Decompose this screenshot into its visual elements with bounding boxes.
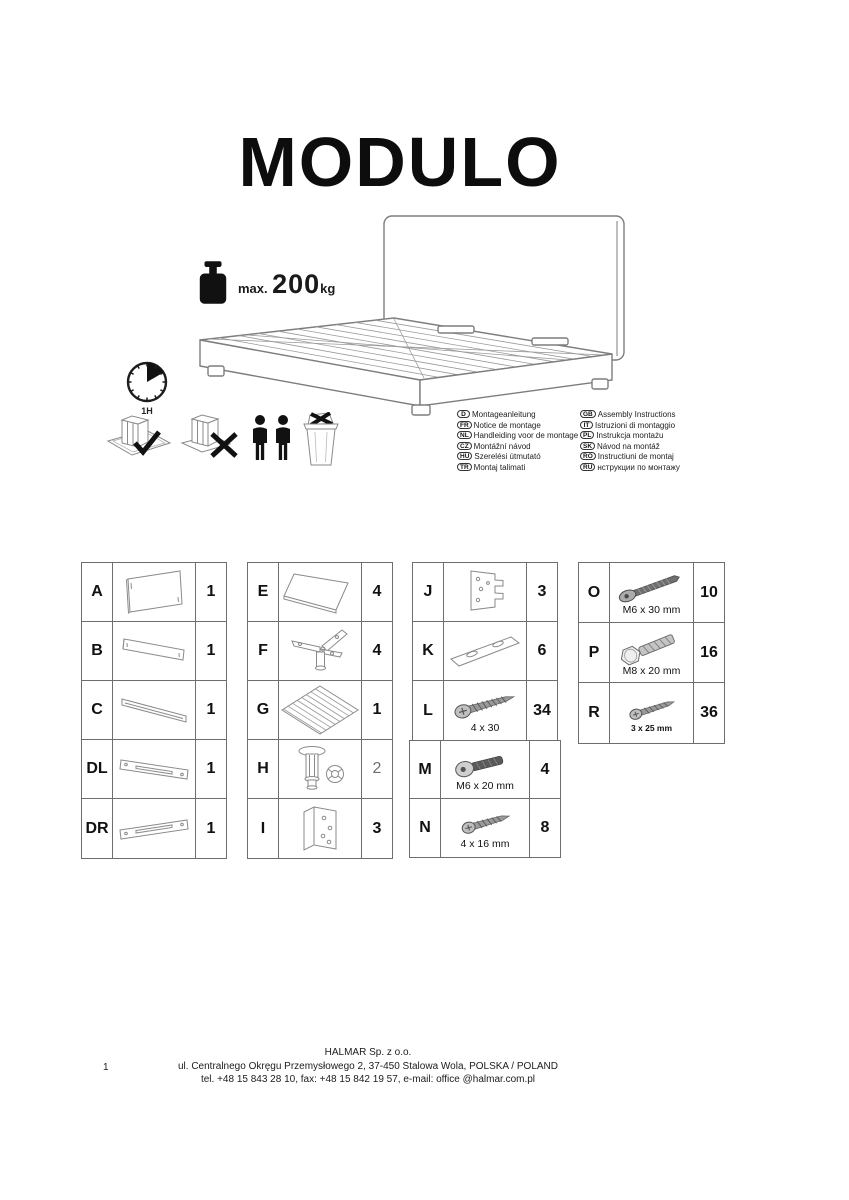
part-row-m bbox=[410, 741, 560, 799]
part-qty: 4 bbox=[372, 642, 382, 659]
part-qty: 1 bbox=[206, 701, 216, 718]
language-item: FR Notice de montage bbox=[457, 419, 577, 430]
part-row-f bbox=[248, 622, 392, 681]
part-label: H bbox=[248, 740, 279, 798]
part-qty: 36 bbox=[700, 704, 718, 721]
language-code-badge: HU bbox=[457, 452, 472, 460]
part-qty: 3 bbox=[537, 583, 547, 600]
assemble-on-hard-floor-no-icon bbox=[178, 410, 244, 464]
language-code-badge: SK bbox=[580, 442, 595, 450]
part-label: M bbox=[410, 741, 441, 798]
part-label: DL bbox=[82, 740, 113, 798]
part-label: F bbox=[248, 622, 279, 680]
clock-icon bbox=[124, 360, 170, 406]
language-code-badge: RU bbox=[580, 463, 595, 471]
part-l-image bbox=[444, 681, 527, 740]
part-size-caption: 4 x 16 mm bbox=[460, 837, 510, 850]
part-qty: 1 bbox=[206, 819, 216, 837]
language-item: GB Assembly Instructions bbox=[580, 408, 705, 419]
part-j-image bbox=[444, 563, 527, 621]
part-qty: 10 bbox=[700, 583, 718, 601]
bed-illustration bbox=[188, 210, 650, 418]
part-size-caption: M6 x 20 mm bbox=[456, 780, 514, 792]
part-row-k bbox=[413, 622, 557, 681]
language-list-left bbox=[457, 408, 577, 472]
language-code-badge: GB bbox=[580, 410, 596, 418]
part-row-n bbox=[410, 799, 560, 857]
part-qty: 1 bbox=[206, 583, 216, 600]
do-not-discard-icon bbox=[298, 412, 344, 466]
part-label: R bbox=[579, 683, 610, 743]
language-item: IT Istruzioni di montaggio bbox=[580, 419, 705, 430]
part-qty: 4 bbox=[372, 583, 382, 600]
language-code-badge: IT bbox=[580, 421, 593, 429]
part-i-image bbox=[279, 799, 362, 858]
part-qty: 1 bbox=[206, 760, 216, 777]
language-item: RU нструкции по монтажу bbox=[580, 461, 705, 472]
part-n-image bbox=[441, 799, 530, 857]
part-b-image bbox=[113, 622, 196, 680]
part-dr-image bbox=[113, 799, 196, 858]
language-code-badge: RO bbox=[580, 452, 596, 460]
part-g-image bbox=[279, 681, 362, 739]
part-size-caption: M6 x 30 mm bbox=[622, 604, 681, 616]
part-row-o bbox=[579, 563, 724, 623]
part-qty: 1 bbox=[372, 701, 382, 718]
part-label: E bbox=[248, 563, 279, 621]
part-o-image bbox=[610, 563, 694, 622]
part-label: O bbox=[579, 563, 610, 622]
part-qty: 4 bbox=[540, 760, 550, 778]
max-load-text bbox=[238, 269, 335, 306]
part-h-image bbox=[279, 740, 362, 798]
part-row-i bbox=[248, 799, 392, 858]
part-row-r bbox=[579, 683, 724, 743]
two-person-assembly-icon bbox=[250, 414, 294, 462]
footer bbox=[88, 1046, 648, 1087]
language-item: SK Návod na montáž bbox=[580, 440, 705, 451]
part-row-dl bbox=[82, 740, 226, 799]
part-label: A bbox=[82, 563, 113, 621]
part-row-p bbox=[579, 623, 724, 683]
part-label: P bbox=[579, 623, 610, 682]
page-title: MODULO bbox=[238, 123, 562, 201]
language-item: PL Instrukcja montażu bbox=[580, 429, 705, 440]
part-m-image bbox=[441, 741, 530, 798]
part-qty: 1 bbox=[206, 642, 216, 659]
page-number: 1 bbox=[103, 1062, 109, 1073]
part-row-l bbox=[413, 681, 557, 740]
parts-table-2 bbox=[247, 562, 393, 859]
footer-company: HALMAR Sp. z o.o. bbox=[324, 1047, 412, 1058]
language-item: HU Szerelési útmutató bbox=[457, 450, 577, 461]
part-row-g bbox=[248, 681, 392, 740]
part-label: B bbox=[82, 622, 113, 680]
part-row-c bbox=[82, 681, 226, 740]
max-load-unit: kg bbox=[320, 281, 336, 296]
language-code-badge: D bbox=[457, 410, 470, 418]
part-row-a bbox=[82, 563, 226, 622]
part-qty: 8 bbox=[540, 819, 550, 836]
part-label: DR bbox=[82, 799, 113, 858]
language-list-right bbox=[580, 408, 705, 472]
part-f-image bbox=[279, 622, 362, 680]
language-item: TR Montaj talimati bbox=[457, 461, 577, 472]
part-e-image bbox=[279, 563, 362, 621]
part-label: I bbox=[248, 799, 279, 858]
part-row-b bbox=[82, 622, 226, 681]
assembly-time-group bbox=[124, 360, 170, 416]
max-load-value: 200 bbox=[272, 269, 321, 299]
part-label: G bbox=[248, 681, 279, 739]
max-load-group bbox=[196, 260, 335, 306]
part-label: K bbox=[413, 622, 444, 680]
part-size-caption: M8 x 20 mm bbox=[622, 665, 681, 677]
part-row-dr bbox=[82, 799, 226, 858]
part-a-image bbox=[113, 563, 196, 621]
language-item: D Montageanleitung bbox=[457, 408, 577, 419]
language-item: NL Handleiding voor de montage bbox=[457, 429, 577, 440]
language-item: CZ Montážní návod bbox=[457, 440, 577, 451]
part-label: C bbox=[82, 681, 113, 739]
part-k-image bbox=[444, 622, 527, 680]
part-row-h bbox=[248, 740, 392, 799]
part-qty: 34 bbox=[533, 701, 551, 719]
part-label: N bbox=[410, 799, 441, 857]
part-label: J bbox=[413, 563, 444, 621]
part-c-image bbox=[113, 681, 196, 739]
parts-table-3b bbox=[409, 740, 561, 858]
part-label: L bbox=[413, 681, 444, 740]
part-size-caption: 4 x 30 bbox=[470, 722, 500, 734]
part-qty: 16 bbox=[700, 643, 718, 661]
bed-drawing-icon bbox=[188, 210, 650, 418]
footer-address: ul. Centralnego Okręgu Przemysłowego 2, 37-450 Stalowa Wola, POLSKA / POLAND bbox=[177, 1060, 558, 1072]
language-code-badge: FR bbox=[457, 421, 472, 429]
part-row-j bbox=[413, 563, 557, 622]
language-code-badge: PL bbox=[580, 431, 594, 439]
language-code-badge: TR bbox=[457, 463, 472, 471]
parts-table-4 bbox=[578, 562, 725, 744]
part-qty: 2 bbox=[372, 760, 382, 777]
part-p-image bbox=[610, 623, 694, 682]
weight-icon bbox=[196, 260, 230, 306]
parts-table-1 bbox=[81, 562, 227, 859]
part-row-e bbox=[248, 563, 392, 622]
language-code-badge: NL bbox=[457, 431, 472, 439]
assembly-time-label: 1H bbox=[141, 406, 153, 416]
language-item: RO Instructiuni de montaj bbox=[580, 450, 705, 461]
part-dl-image bbox=[113, 740, 196, 798]
assemble-on-carpet-ok-icon bbox=[106, 410, 174, 462]
part-size-caption: 3 x 25 mm bbox=[630, 722, 673, 733]
max-load-label: max. bbox=[238, 281, 268, 296]
parts-table-3 bbox=[412, 562, 558, 741]
part-r-image bbox=[610, 683, 694, 743]
language-code-badge: CZ bbox=[457, 442, 472, 450]
footer-contact: tel. +48 15 843 28 10, fax: +48 15 842 19 57, e-mail: office @halmar.com.pl bbox=[200, 1074, 536, 1085]
part-qty: 3 bbox=[372, 819, 382, 837]
part-qty: 6 bbox=[537, 642, 547, 659]
